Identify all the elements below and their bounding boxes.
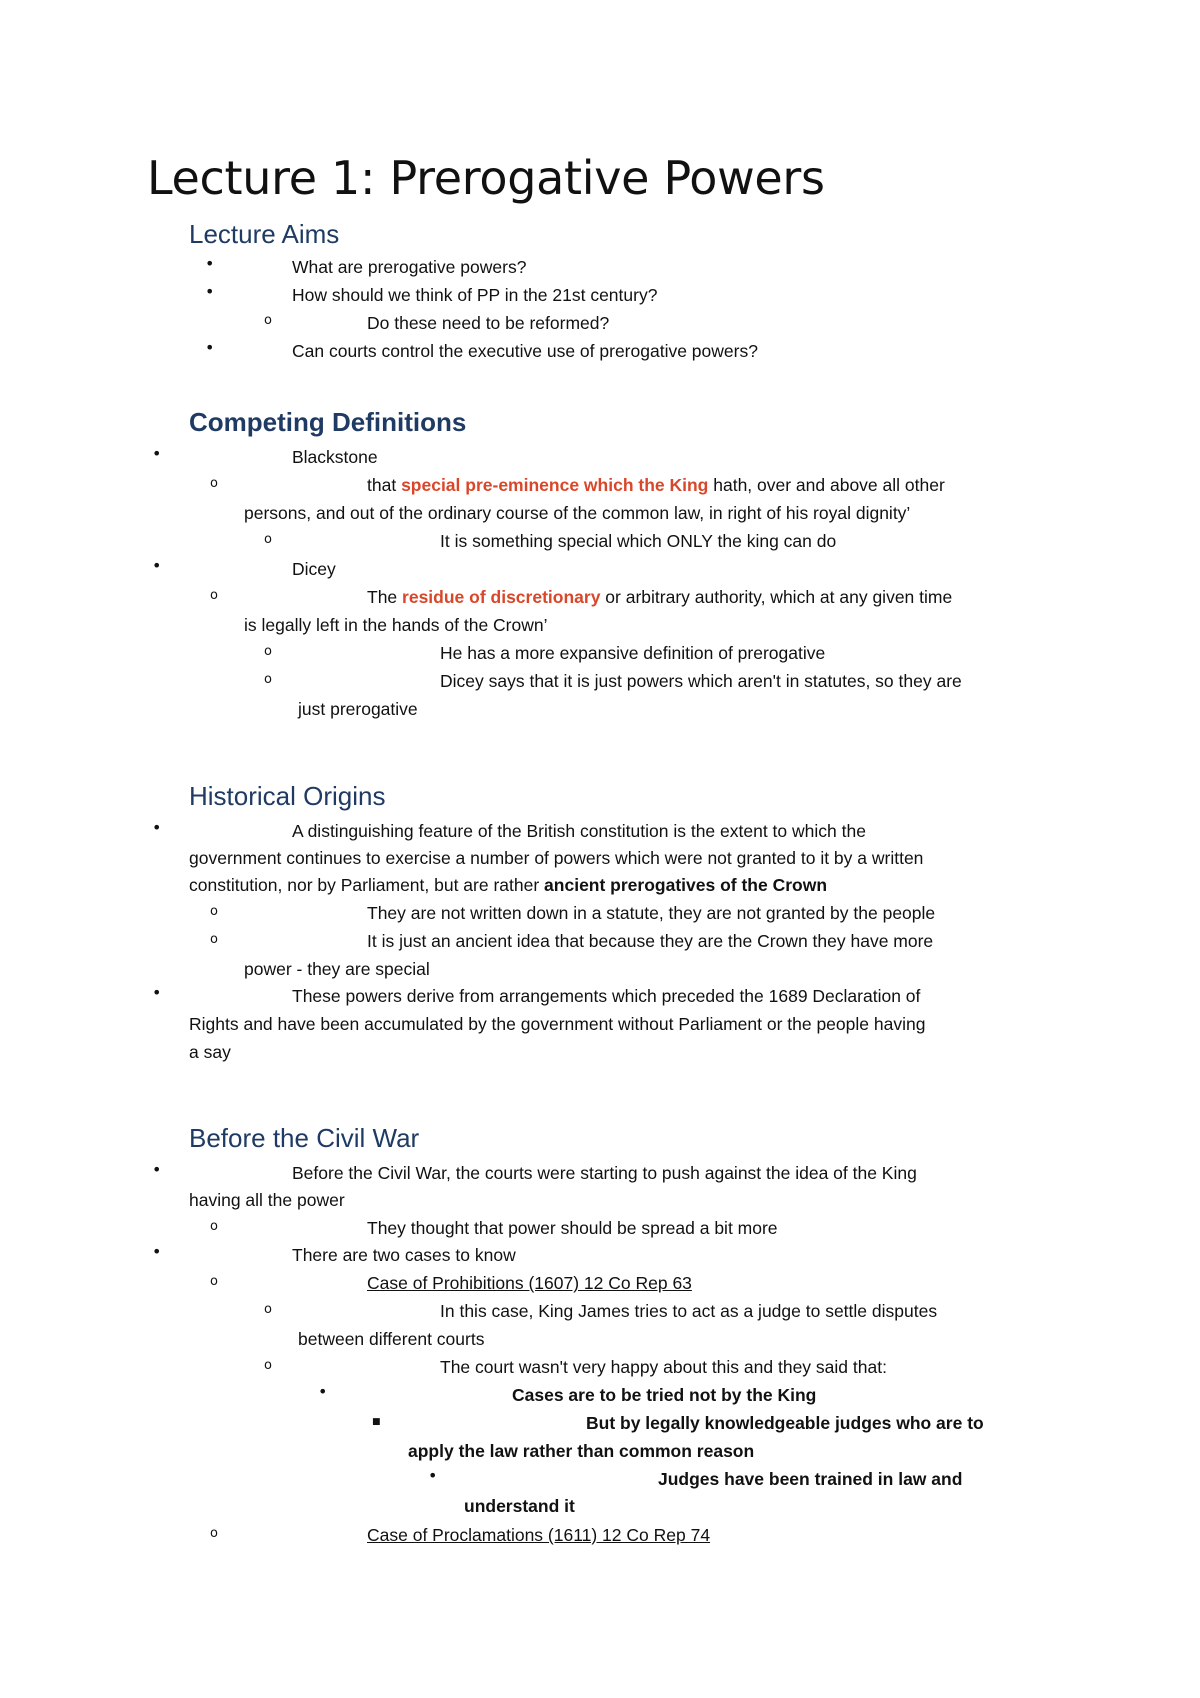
origins-p1-line-1: A distinguishing feature of the British constitution is the extent to which the (292, 821, 866, 841)
heading-lecture-aims: Lecture Aims (189, 219, 340, 249)
origins-p1-line-3-bold: ancient prerogatives of the Crown (544, 875, 828, 895)
bullet-disc-icon: • (152, 983, 162, 1002)
origins-p1-line-3 (189, 873, 827, 897)
bullet-circle-icon: o (264, 1302, 272, 1317)
bullet-disc-icon: • (318, 1382, 328, 1401)
page-title: Lecture 1: Prerogative Powers (147, 151, 825, 205)
origins-sub-1: They are not written down in a statute, they are not granted by the people (367, 903, 936, 923)
bullet-circle-icon: o (210, 476, 218, 491)
heading-competing-definitions: Competing Definitions (189, 407, 467, 437)
bullet-circle-icon: o (210, 932, 218, 947)
dicey-note-2-line-1: Dicey says that it is just powers which aren't in statutes, so they are (440, 671, 962, 691)
blackstone-quote-line-2: persons, and out of the ordinary course of the common law, in right of his royal dignity’ (244, 503, 911, 523)
case1-point-3-line-2: understand it (464, 1496, 575, 1516)
heading-before-civil-war: Before the Civil War (189, 1123, 420, 1153)
dicey-quote-highlight: residue of discretionary (402, 587, 601, 607)
bullet-circle-icon: o (210, 1526, 218, 1541)
aims-question-2a: Do these need to be reformed? (367, 313, 610, 333)
blackstone-quote-pre: that (367, 475, 402, 495)
definition-blackstone-label: Blackstone (292, 447, 378, 467)
civil-war-p1-line-2: having all the power (189, 1190, 345, 1210)
case-prohibitions-citation: Case of Prohibitions (1607) 12 Co Rep 63 (367, 1273, 692, 1293)
dicey-note-2-line-2: just prerogative (298, 699, 418, 719)
bullet-disc-icon: • (205, 282, 215, 301)
aims-question-3: Can courts control the executive use of prerogative powers? (292, 341, 758, 361)
civil-war-p1-line-1: Before the Civil War, the courts were starting to push against the idea of the King (292, 1163, 917, 1183)
origins-sub-2-line-1: It is just an ancient idea that because they are the Crown they have more (367, 931, 934, 951)
bullet-circle-icon: o (264, 672, 272, 687)
origins-p1-line-2: government continues to exercise a number of powers which were not granted to it by a written (189, 848, 924, 868)
case1-point-1: Cases are to be tried not by the King (512, 1385, 817, 1405)
definition-dicey-label: Dicey (292, 559, 336, 579)
bullet-disc-icon: • (205, 338, 215, 357)
bullet-circle-icon: o (264, 532, 272, 547)
case1-note-1-line-1: In this case, King James tries to act as a judge to settle disputes (440, 1301, 938, 1321)
civil-war-p1-sub: They thought that power should be spread a bit more (367, 1218, 778, 1238)
case1-note-1-line-2: between different courts (298, 1329, 485, 1349)
bullet-circle-icon: o (210, 1219, 218, 1234)
dicey-quote-line-2: is legally left in the hands of the Crown’ (244, 615, 548, 635)
case1-note-2: The court wasn't very happy about this and they said that: (440, 1357, 887, 1377)
bullet-disc-icon: • (152, 818, 162, 837)
blackstone-quote-line-1 (367, 473, 945, 497)
blackstone-quote-highlight: special pre-eminence which the King (401, 475, 709, 495)
aims-question-1: What are prerogative powers? (292, 257, 527, 277)
blackstone-quote-post: hath, over and above all other (708, 475, 945, 495)
dicey-quote-line-1 (367, 585, 952, 609)
bullet-disc-icon: • (152, 444, 162, 463)
bullet-disc-icon: • (152, 556, 162, 575)
origins-p2-line-2: Rights and have been accumulated by the government without Parliament or the people having (189, 1014, 926, 1034)
case1-point-2-line-1: But by legally knowledgeable judges who are to (586, 1413, 984, 1433)
heading-historical-origins: Historical Origins (189, 781, 386, 811)
bullet-circle-icon: o (264, 1358, 272, 1373)
bullet-disc-icon: • (205, 254, 215, 273)
bullet-circle-icon: o (264, 313, 272, 328)
origins-sub-2-line-2: power - they are special (244, 959, 430, 979)
bullet-square-icon: ■ (372, 1417, 381, 1427)
aims-question-2: How should we think of PP in the 21st century? (292, 285, 658, 305)
dicey-note-1: He has a more expansive definition of prerogative (440, 643, 826, 663)
dicey-quote-post: or arbitrary authority, which at any given time (600, 587, 953, 607)
origins-p2-line-3: a say (189, 1042, 231, 1062)
bullet-disc-icon: • (152, 1160, 162, 1179)
bullet-circle-icon: o (264, 644, 272, 659)
origins-p2-line-1: These powers derive from arrangements which preceded the 1689 Declaration of (292, 986, 921, 1006)
case-proclamations-citation: Case of Proclamations (1611) 12 Co Rep 74 (367, 1525, 711, 1545)
bullet-circle-icon: o (210, 904, 218, 919)
civil-war-p2: There are two cases to know (292, 1245, 516, 1265)
bullet-disc-icon: • (428, 1466, 438, 1485)
bullet-disc-icon: • (152, 1242, 162, 1261)
dicey-quote-pre: The (367, 587, 403, 607)
blackstone-note: It is something special which ONLY the king can do (440, 531, 837, 551)
origins-p1-line-3-pre: constitution, nor by Parliament, but are rather (189, 875, 545, 895)
case1-point-3-line-1: Judges have been trained in law and (658, 1469, 963, 1489)
bullet-circle-icon: o (210, 1274, 218, 1289)
bullet-circle-icon: o (210, 588, 218, 603)
case1-point-2-line-2: apply the law rather than common reason (408, 1441, 755, 1461)
